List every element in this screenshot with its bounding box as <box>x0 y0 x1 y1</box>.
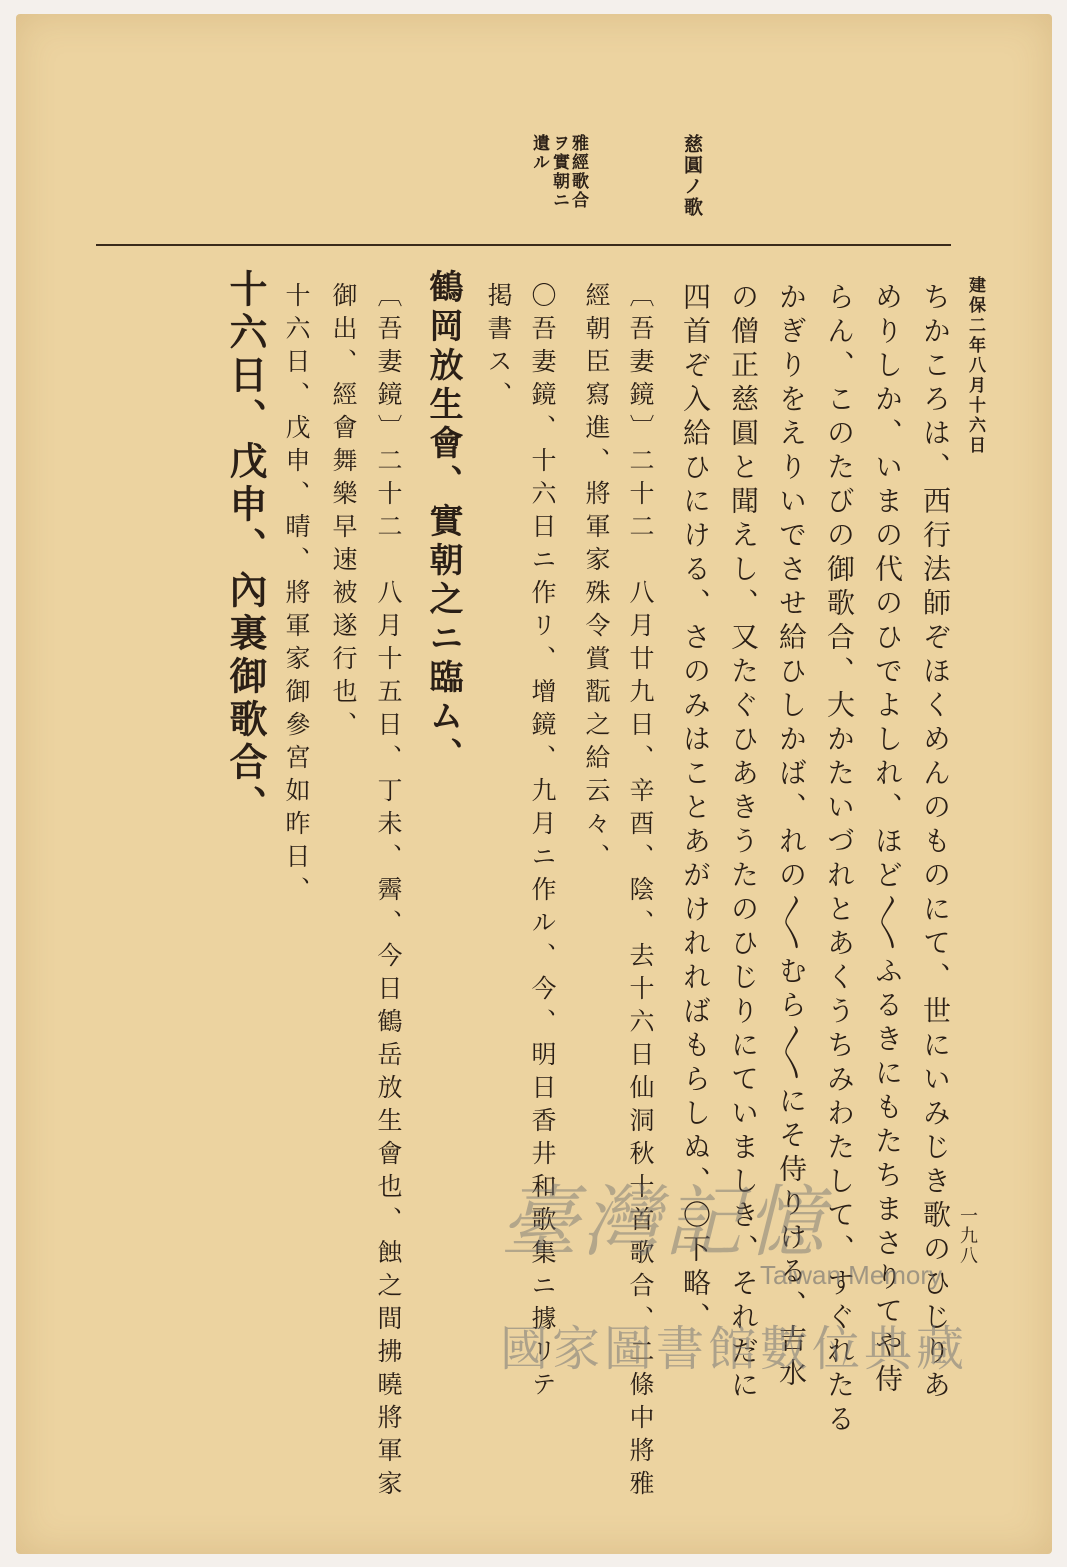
watermark <box>490 1160 1000 1430</box>
header-rule <box>96 244 951 246</box>
text-column-8: 經朝臣寫進、將軍家殊令賞翫之給云々、 <box>582 282 611 876</box>
text-column-13: 御出、經會舞樂早速被遂行也、 <box>329 282 358 744</box>
top-heading: 建保二年八月十六日 <box>965 276 985 456</box>
text-column-5: の僧正慈圓と聞えし、又たぐひあきうたのひじりにていましき、それだに <box>727 282 760 1404</box>
text-column-14: 十六日、戊申、晴、將軍家御參宮如昨日、 <box>282 282 311 909</box>
margin-note-4: 遺ル <box>529 134 549 172</box>
text-column-1: ちかころは、西行法師ぞほくめんのものにて、世にいみじき歌のひじりあ <box>919 282 952 1404</box>
watermark-script: 臺灣記憶 <box>500 1178 829 1268</box>
text-column-4: かぎりをえりいでさせ給ひしかば、れの〳〵むら〳〵にそ侍りける、吉水 <box>775 282 808 1392</box>
text-column-7: 〔吾妻鏡〕二十二 八月廿九日、辛酉、陰、去十六日仙洞秋十首歌合、二條中將雅 <box>626 282 655 1503</box>
margin-note-2: 雅經歌合 <box>568 134 588 210</box>
text-column-6: 四首ぞ入給ひにける、さのみはことあがけれればもらしぬ、〇下略、 <box>679 282 712 1336</box>
text-column-12: 〔吾妻鏡〕二十二 八月十五日、丁未、霽、今日鶴岳放生會也、蝕之間拂曉將軍家 <box>374 282 403 1503</box>
text-column-2: めりしか、いまの代のひでよしれ、ほど〳〵ふるきにもたちまさりてや侍 <box>871 282 904 1398</box>
text-column-9: 〇吾妻鏡、十六日ニ作リ、增鏡、九月ニ作ル、今、明日香井和歌集ニ據リテ <box>528 282 557 1404</box>
section-heading-2: 十六日、戊申、內裏御歌合、 <box>223 269 268 828</box>
text-column-3: らん、このたびの御歌合、大かたいづれとあくうちみわたして、すぐれたる <box>823 282 856 1438</box>
watermark-latin: Taiwan Memory <box>760 1260 943 1290</box>
text-column-10: 掲書ス、 <box>484 282 513 414</box>
section-heading: 鶴岡放生會、實朝之ニ臨ム、 <box>423 269 463 776</box>
margin-note-3: ヲ實朝ニ <box>549 134 569 210</box>
watermark-org: 國家圖書館數位典藏 <box>500 1321 969 1377</box>
margin-note-1: 慈圓ノ歌 <box>681 134 703 218</box>
page-number: 一九八 <box>957 1206 978 1266</box>
